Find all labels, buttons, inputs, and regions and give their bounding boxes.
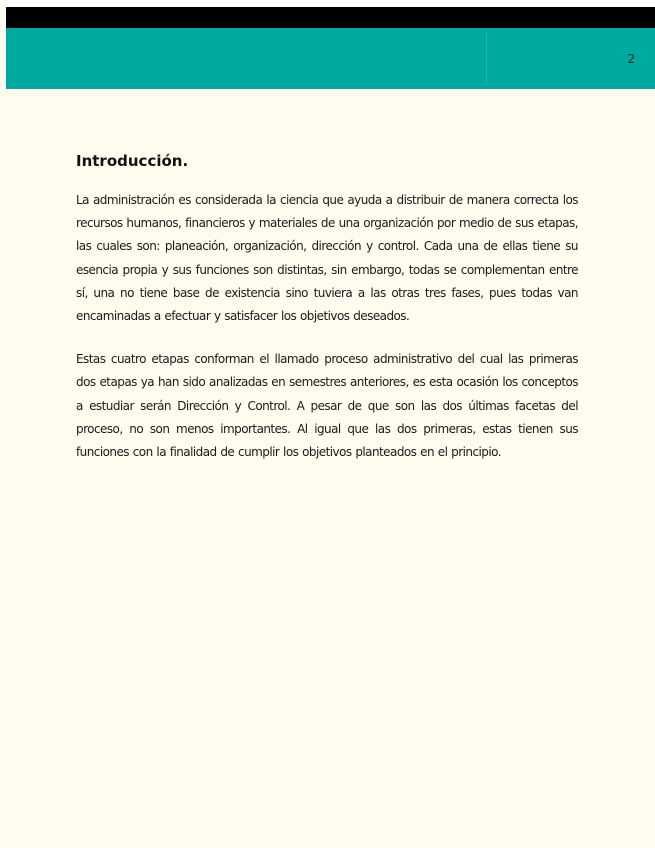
header-top-bar — [6, 7, 655, 28]
top-margin-strip — [0, 0, 655, 7]
document-body — [76, 150, 578, 484]
paragraph-2: Estas cuatro etapas conforman el llamado proceso administrativo del cual las primeras dos etapas ya han sido analizadas en semestres anteriores, es esta ocasión los conceptos a estudiar serán Dirección y Control. A pesar de que son las dos últimas facetas del proceso, no son menos importantes. Al igual que las dos primeras, estas tienen sus funciones con la finalidad de cumplir los objetivos planteados en el principio. — [76, 352, 578, 460]
section-heading: Introducción. — [76, 152, 189, 170]
header-band — [6, 28, 655, 89]
paragraph-1: La administración es considerada la ciencia que ayuda a distribuir de manera correcta los recursos humanos, financieros y materiales de una organización por medio de sus etapas, las cuales son: planeación, organización, dirección y control. Cada una de ellas tiene su esencia propia y sus funciones son distintas, sin embargo, todas se complementan entre sí, una no tiene base de existencia sino tuviera a las otras tres fases, pues todas van encaminadas a efectuar y satisfacer los objetivos deseados. — [76, 193, 578, 324]
header-divider — [486, 32, 487, 83]
page-number: 2 — [627, 52, 635, 66]
